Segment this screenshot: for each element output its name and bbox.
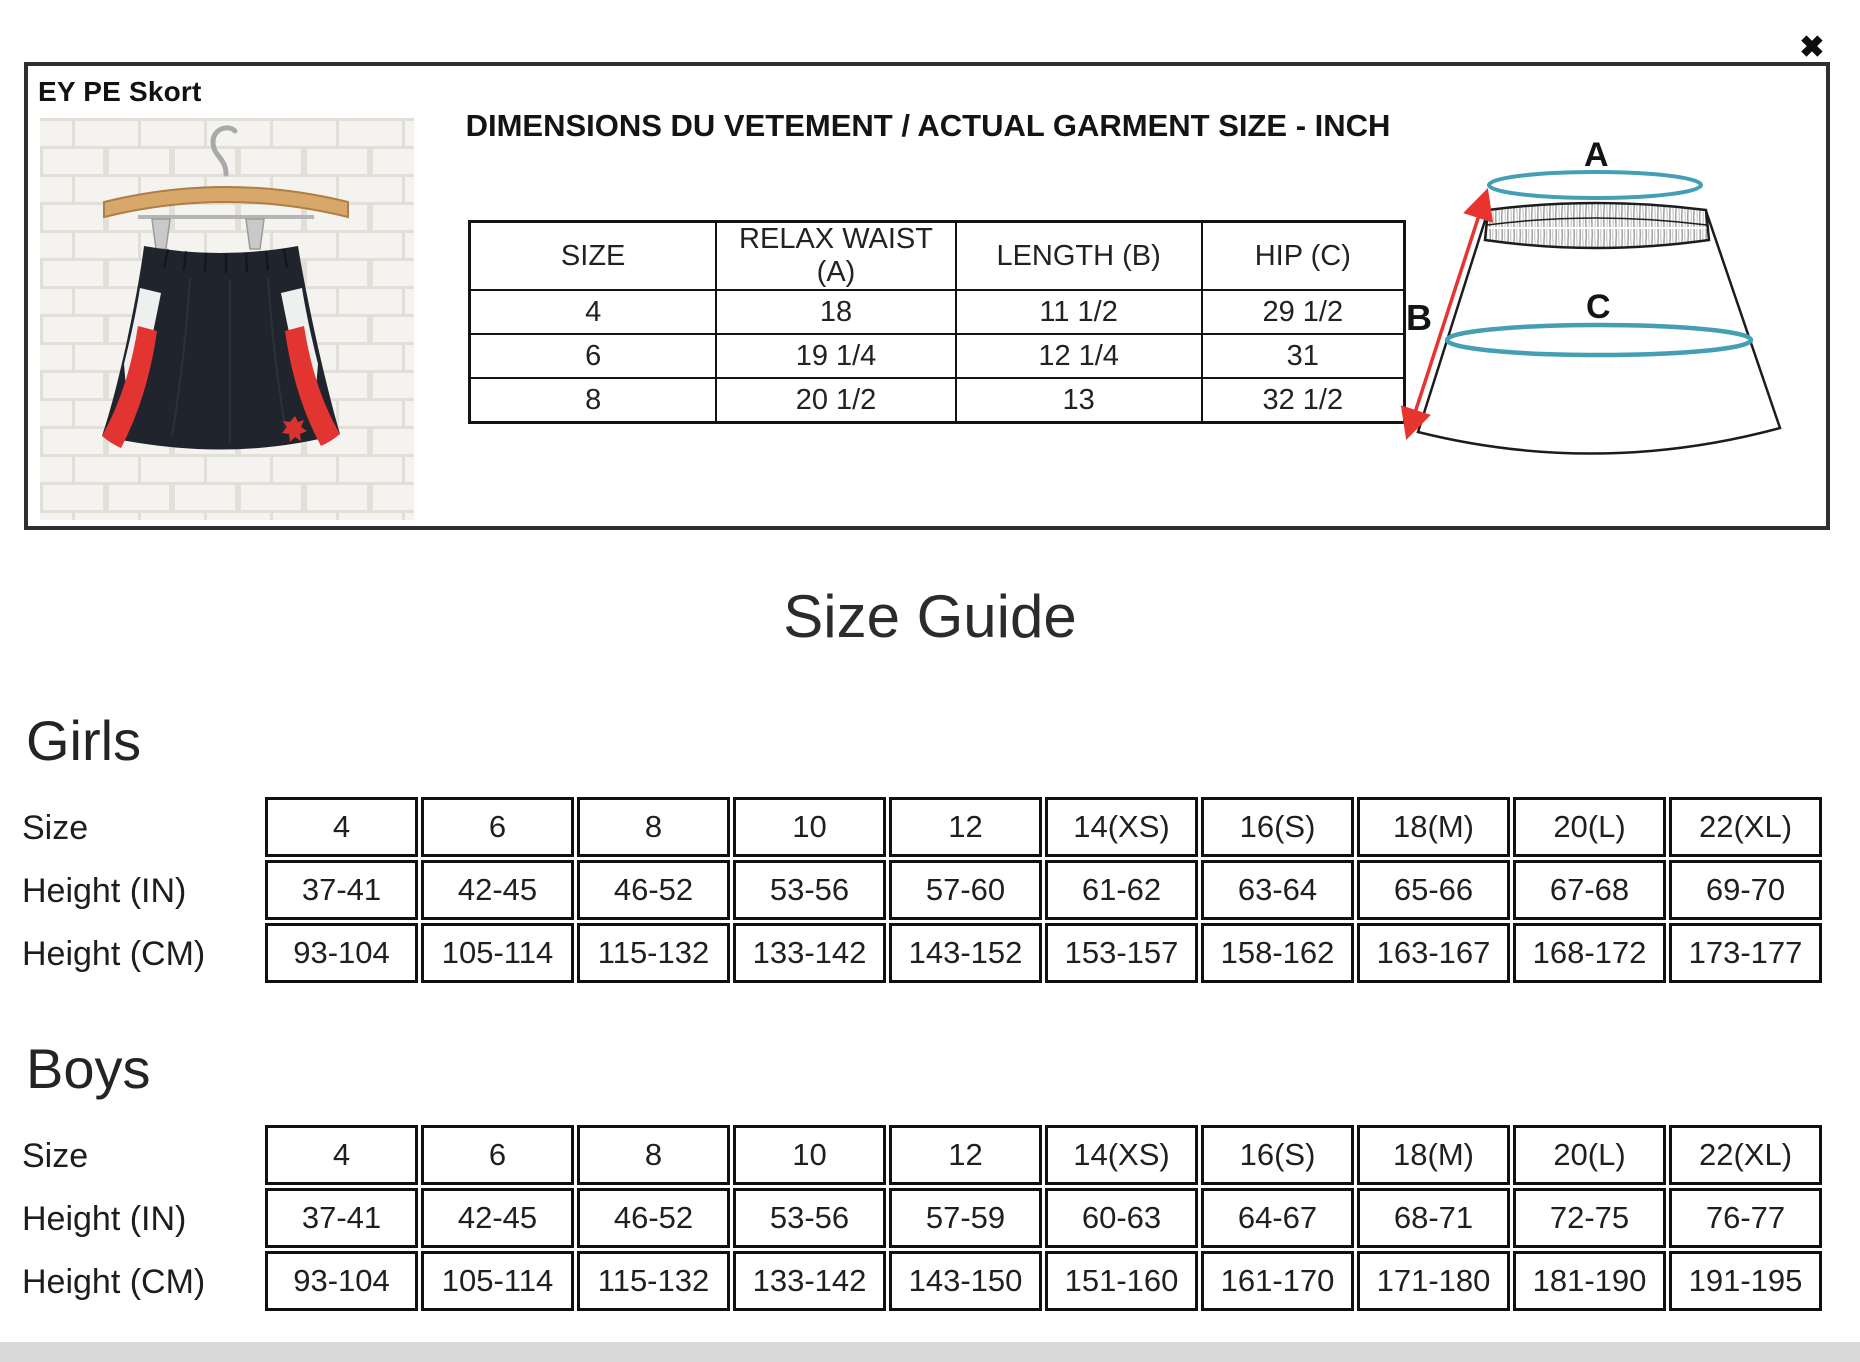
size-cell: 20(L) [1513,797,1666,857]
size-cell: 16(S) [1201,797,1354,857]
size-cell: 4 [265,797,418,857]
height-in-row [265,1188,1822,1248]
size-cell: 153-157 [1045,923,1198,983]
size-cell: 18(M) [1357,1125,1510,1185]
dim-cell: 19 1/4 [716,334,955,378]
size-cell: 65-66 [1357,860,1510,920]
size-guide-title: Size Guide [783,583,1077,650]
size-cell: 57-59 [889,1188,1042,1248]
size-cell: 22(XL) [1669,1125,1822,1185]
garment-dimensions-table [468,220,1406,424]
dim-cell: 6 [470,334,717,378]
size-cell: 64-67 [1201,1188,1354,1248]
section-title-girls: Girls [26,709,142,772]
size-cell: 191-195 [1669,1251,1822,1311]
size-cell: 53-56 [733,860,886,920]
row-label: Size [22,1137,89,1175]
size-cell: 68-71 [1357,1188,1510,1248]
girls-size-table [262,794,1825,986]
row-labels [22,1122,262,1314]
size-cell: 16(S) [1201,1125,1354,1185]
row-labels [22,794,262,986]
size-row [265,1125,1822,1185]
size-cell: 4 [265,1125,418,1185]
size-cell: 151-160 [1045,1251,1198,1311]
size-cell: 42-45 [421,1188,574,1248]
size-cell: 168-172 [1513,923,1666,983]
size-cell: 10 [733,797,886,857]
size-cell: 173-177 [1669,923,1822,983]
boys-size-table [262,1122,1825,1314]
dim-row [470,290,1405,334]
size-cell: 60-63 [1045,1188,1198,1248]
size-cell: 61-62 [1045,860,1198,920]
dim-cell: 29 1/2 [1202,290,1405,334]
size-cell: 163-167 [1357,923,1510,983]
dim-cell: 31 [1202,334,1405,378]
dim-header-row [470,222,1405,291]
dim-cell: 12 1/4 [956,334,1202,378]
size-cell: 46-52 [577,1188,730,1248]
row-label: Height (CM) [22,935,206,973]
size-cell: 53-56 [733,1188,886,1248]
product-title: EY PE Skort [38,76,202,107]
dim-col-header: HIP (C) [1202,222,1405,291]
close-button[interactable]: ✖ [1790,28,1834,68]
size-cell: 14(XS) [1045,797,1198,857]
dim-cell: 32 1/2 [1202,378,1405,423]
size-cell: 6 [421,797,574,857]
skort-measurement-diagram [1362,132,1798,514]
size-cell: 22(XL) [1669,797,1822,857]
product-photo [40,118,414,520]
size-cell: 76-77 [1669,1188,1822,1248]
size-cell: 115-132 [577,1251,730,1311]
size-cell: 14(XS) [1045,1125,1198,1185]
size-cell: 46-52 [577,860,730,920]
size-cell: 18(M) [1357,797,1510,857]
size-cell: 8 [577,797,730,857]
size-cell: 105-114 [421,1251,574,1311]
dim-cell: 18 [716,290,955,334]
dim-cell: 8 [470,378,717,423]
size-cell: 10 [733,1125,886,1185]
size-cell: 161-170 [1201,1251,1354,1311]
size-row [265,797,1822,857]
row-label: Height (IN) [22,872,187,910]
row-label: Size [22,809,89,847]
size-cell: 8 [577,1125,730,1185]
product-info-panel [24,62,1830,530]
row-label: Height (CM) [22,1263,206,1301]
size-cell: 42-45 [421,860,574,920]
dim-col-header: LENGTH (B) [956,222,1202,291]
measure-a-ellipse [1489,172,1701,198]
size-cell: 72-75 [1513,1188,1666,1248]
height-cm-row [265,923,1822,983]
size-cell: 37-41 [265,1188,418,1248]
dim-col-header: RELAX WAIST (A) [716,222,955,291]
dim-row [470,378,1405,423]
size-cell: 143-152 [889,923,1042,983]
size-cell: 93-104 [265,1251,418,1311]
size-cell: 158-162 [1201,923,1354,983]
dim-col-header: SIZE [470,222,717,291]
size-cell: 12 [889,1125,1042,1185]
bottom-scroll-strip [0,1342,1860,1362]
size-cell: 115-132 [577,923,730,983]
row-label: Height (IN) [22,1200,187,1238]
diagram-label-c: C [1586,288,1611,326]
size-cell: 57-60 [889,860,1042,920]
dimensions-title: DIMENSIONS DU VETEMENT / ACTUAL GARMENT SIZE - INCH [465,108,1391,143]
size-cell: 67-68 [1513,860,1666,920]
height-in-row [265,860,1822,920]
size-cell: 20(L) [1513,1125,1666,1185]
size-cell: 181-190 [1513,1251,1666,1311]
size-cell: 143-150 [889,1251,1042,1311]
height-cm-row [265,1251,1822,1311]
dim-cell: 20 1/2 [716,378,955,423]
size-cell: 69-70 [1669,860,1822,920]
size-cell: 6 [421,1125,574,1185]
size-cell: 133-142 [733,1251,886,1311]
size-cell: 133-142 [733,923,886,983]
size-cell: 12 [889,797,1042,857]
size-cell: 37-41 [265,860,418,920]
size-cell: 105-114 [421,923,574,983]
dim-cell: 11 1/2 [956,290,1202,334]
dim-row [470,334,1405,378]
diagram-label-b: B [1406,297,1432,338]
diagram-label-a: A [1584,136,1609,174]
size-cell: 93-104 [265,923,418,983]
size-cell: 63-64 [1201,860,1354,920]
size-cell: 171-180 [1357,1251,1510,1311]
section-title-boys: Boys [26,1037,151,1100]
dim-cell: 4 [470,290,717,334]
dim-cell: 13 [956,378,1202,423]
